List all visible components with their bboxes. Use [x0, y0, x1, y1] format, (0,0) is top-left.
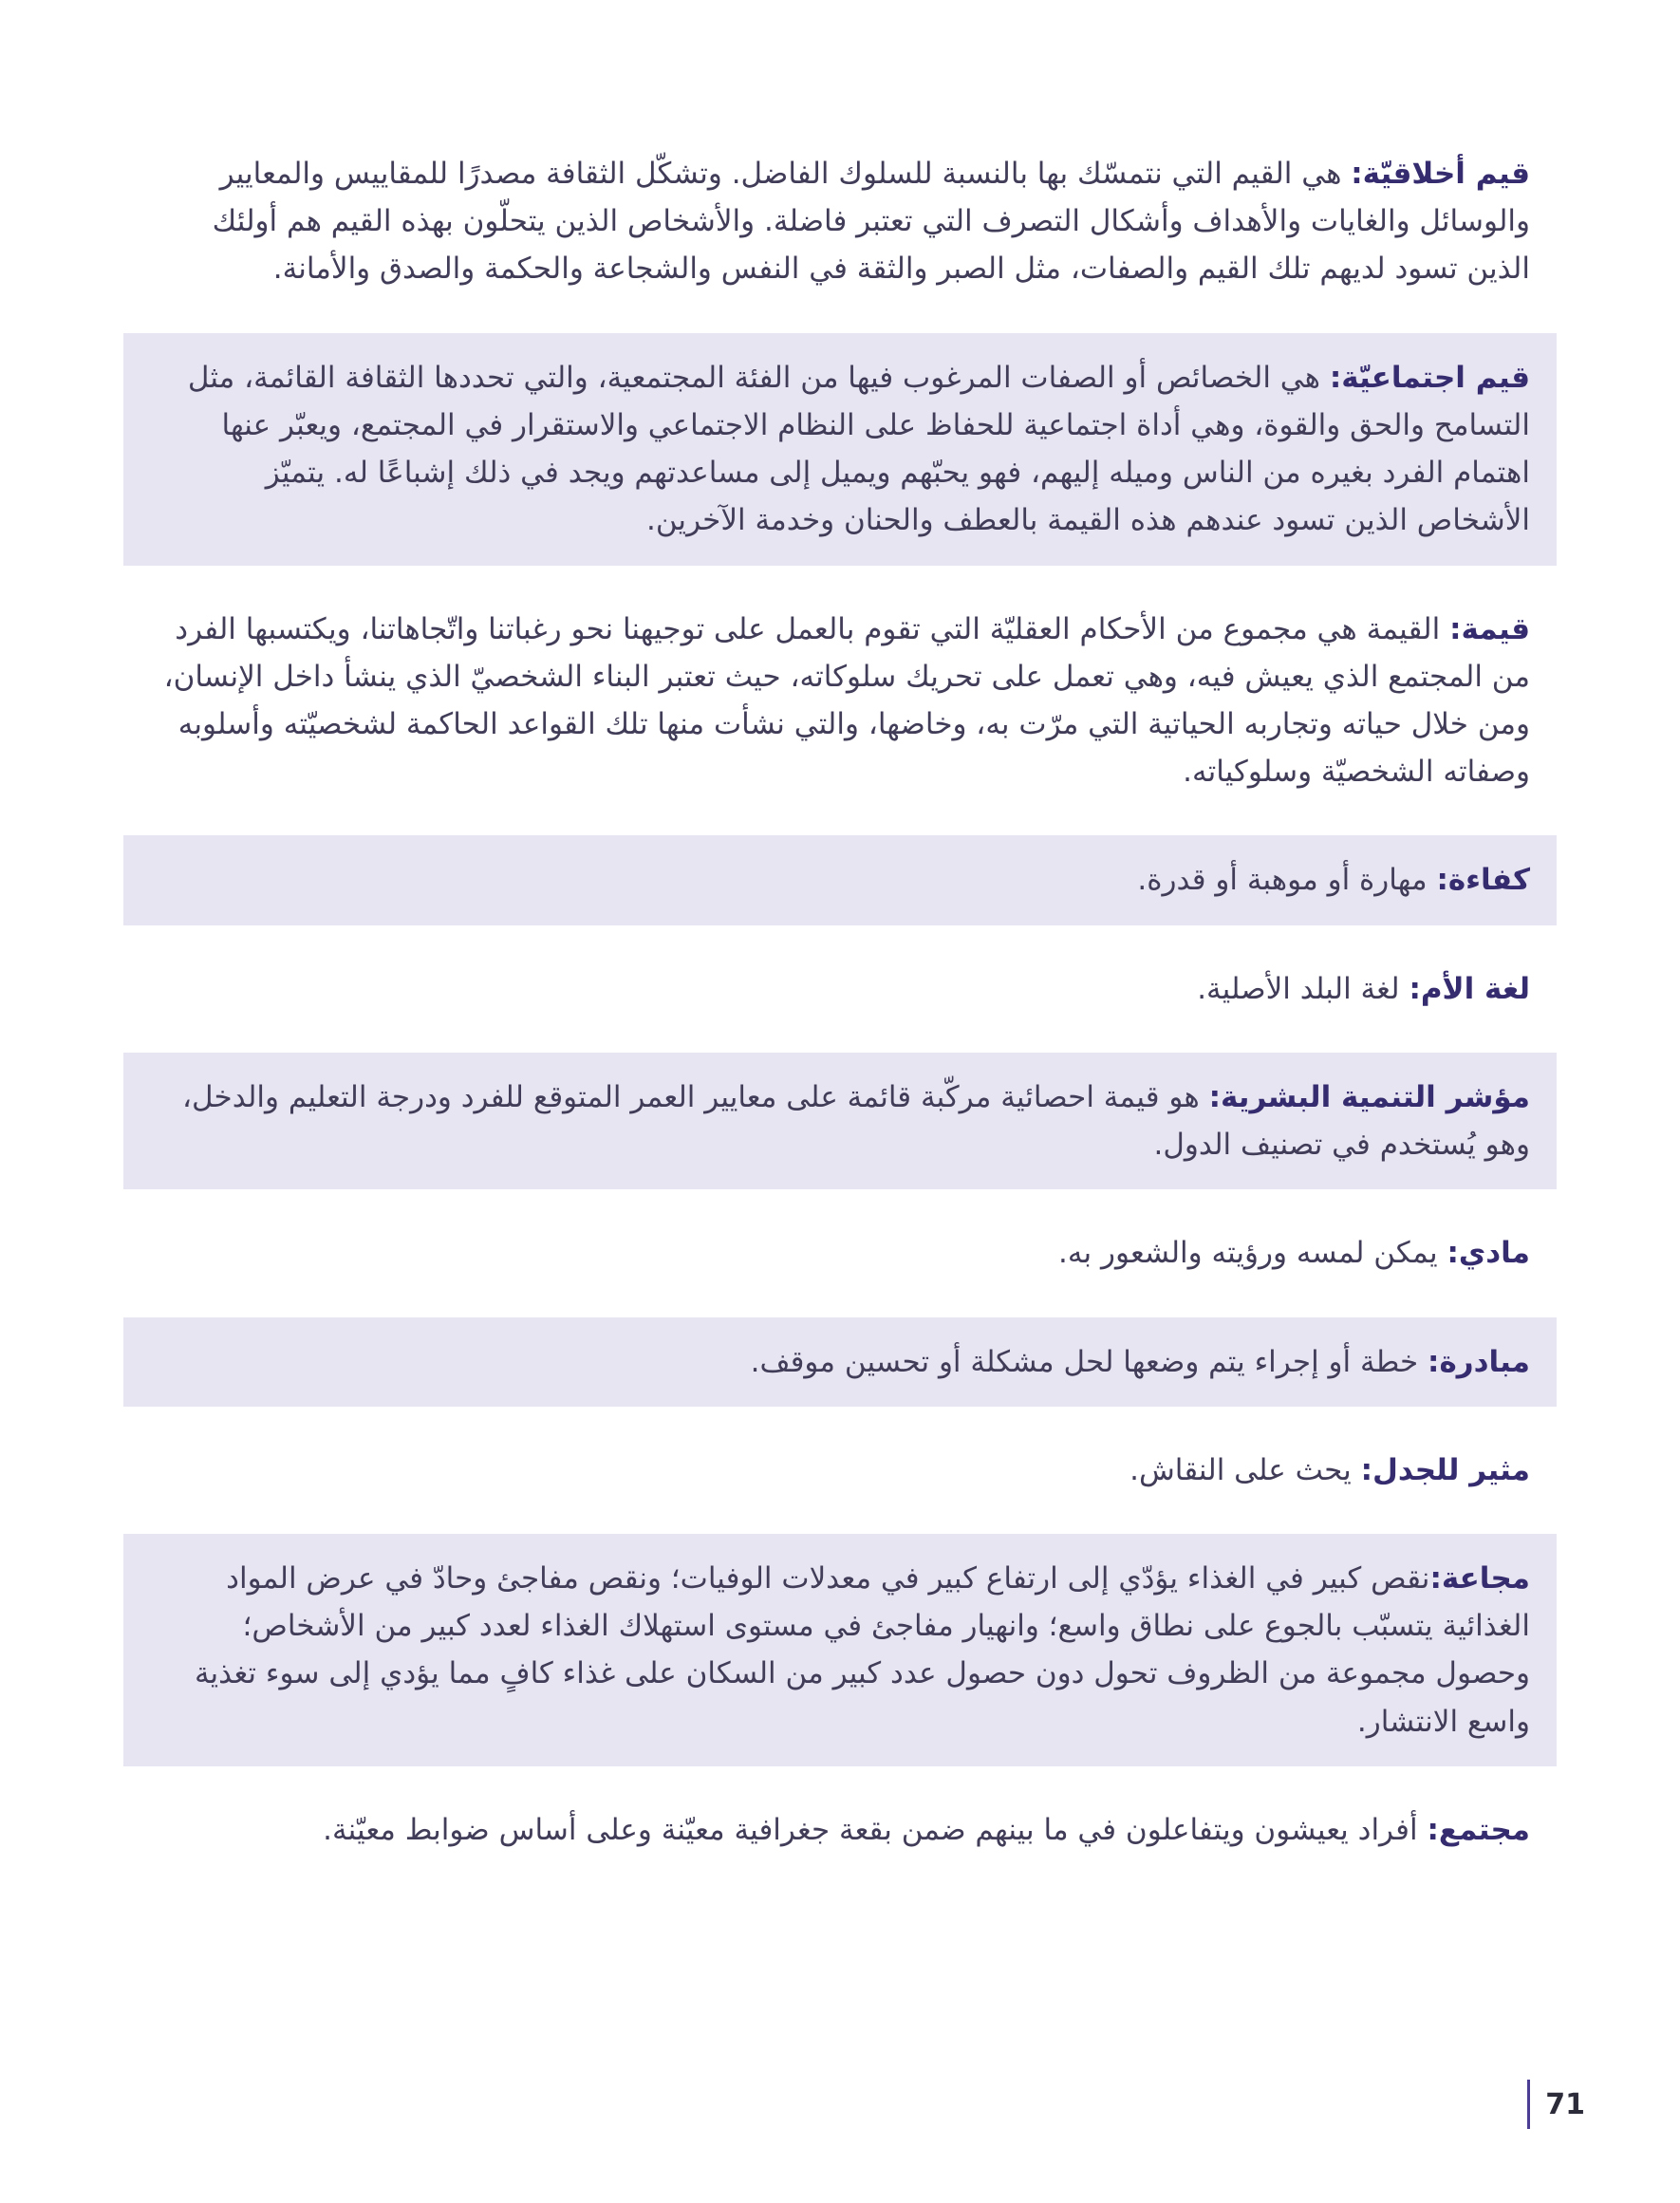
glossary-term: لغة الأم: [1409, 971, 1530, 1006]
page-footer [1527, 2080, 1585, 2129]
glossary-entry-highlighted [123, 1053, 1557, 1189]
glossary-term: قيم اجتماعيّة: [1329, 360, 1530, 395]
glossary-definition: لغة البلد الأصلية. [1197, 971, 1409, 1006]
glossary-entry [123, 606, 1557, 796]
glossary-entries [123, 150, 1557, 1894]
glossary-entry [123, 1447, 1557, 1494]
glossary-term: كفاءة: [1436, 863, 1530, 898]
glossary-entry-highlighted [123, 835, 1557, 924]
page-number: 71 [1545, 2087, 1585, 2121]
glossary-definition: هي الخصائص أو الصفات المرغوب فيها من الفئة المجتمعية، والتي تحددها الثقافة القائمة، مثل التسامح والحق والقوة، وهي أداة اجتماعية للحفاظ على النظام الاجتماعي والاستقرار في المجتمع، ويعبّر عنها اهتمام الفرد بغيره من الناس وميله إليهم، فهو يحبّهم ويميل إلى مساعدتهم ويجد في ذلك إشباعًا له. يتميّز الأشخاص الذين تسود عندهم هذه القيمة بالعطف والحنان وخدمة الآخرين. [187, 360, 1530, 538]
glossary-entry-highlighted [123, 1317, 1557, 1407]
glossary-term: مادي: [1447, 1236, 1530, 1271]
glossary-entry-highlighted [123, 1534, 1557, 1766]
glossary-term: قيمة: [1449, 611, 1530, 646]
glossary-entry [123, 965, 1557, 1013]
glossary-definition: مهارة أو موهبة أو قدرة. [1137, 863, 1437, 898]
glossary-definition: يمكن لمسه ورؤيته والشعور به. [1058, 1236, 1447, 1271]
glossary-definition: يحث على النقاش. [1129, 1452, 1361, 1487]
glossary-entry [123, 1229, 1557, 1277]
glossary-term: قيم أخلاقيّة: [1351, 157, 1530, 191]
glossary-definition: أفراد يعيشون ويتفاعلون في ما بينهم ضمن بقعة جغرافية معيّنة وعلى أساس ضوابط معيّنة. [323, 1812, 1428, 1847]
glossary-term: مؤشر التنمية البشرية: [1208, 1079, 1530, 1114]
glossary-term: مجاعة: [1429, 1560, 1530, 1596]
glossary-entry [123, 1806, 1557, 1854]
glossary-definition: نقص كبير في الغذاء يؤدّي إلى ارتفاع كبير في معدلات الوفيات؛ ونقص مفاجئ وحادّ في عرض المواد الغذائية يتسبّب بالجوع على نطاق واسع؛ وانهيار مفاجئ في مستوى استهلاك الغذاء لعدد كبير من الأشخاص؛ وحصول مجموعة من الظروف تحول دون حصول عدد كبير من السكان على غذاء كافٍ مما يؤدي إلى سوء تغذية واسع الانتشار. [194, 1560, 1530, 1739]
glossary-term: مثير للجدل: [1360, 1452, 1530, 1487]
glossary-term: مبادرة: [1428, 1344, 1530, 1379]
glossary-definition: خطة أو إجراء يتم وضعها لحل مشكلة أو تحسين موقف. [750, 1344, 1428, 1379]
glossary-definition: القيمة هي مجموع من الأحكام العقليّة التي تقوم بالعمل على توجيهنا نحو رغباتنا واتّجاهاتنا، ويكتسبها الفرد من المجتمع الذي يعيش فيه، وهي تعمل على تحريك سلوكاته، حيث تعتبر البناء الشخصيّ الذي ينشأ داخل الإنسان، ومن خلال حياته وتجاربه الحياتية التي مرّت به، وخاضها، والتي نشأت منها تلك القواعد الحاكمة لشخصيّته وأسلوبه وصفاته الشخصيّة وسلوكياته. [163, 611, 1530, 790]
glossary-definition: هي القيم التي نتمسّك بها بالنسبة للسلوك الفاضل. وتشكّل الثقافة مصدرًا للمقاييس والمعايير والوسائل والغايات والأهداف وأشكال التصرف التي تعتبر فاضلة. والأشخاص الذين يتحلّون بهذه القيم هم أولئك الذين تسود لديهم تلك القيم والصفات، مثل الصبر والثقة في النفس والشجاعة والحكمة والصدق والأمانة. [212, 157, 1530, 287]
glossary-term: مجتمع: [1427, 1812, 1530, 1847]
glossary-entry [123, 150, 1557, 293]
footer-divider [1527, 2080, 1530, 2129]
glossary-entry-highlighted [123, 333, 1557, 566]
glossary-definition: هو قيمة احصائية مركّبة قائمة على معايير العمر المتوقع للفرد ودرجة التعليم والدخل، وهو يُستخدم في تصنيف الدول. [182, 1079, 1530, 1163]
